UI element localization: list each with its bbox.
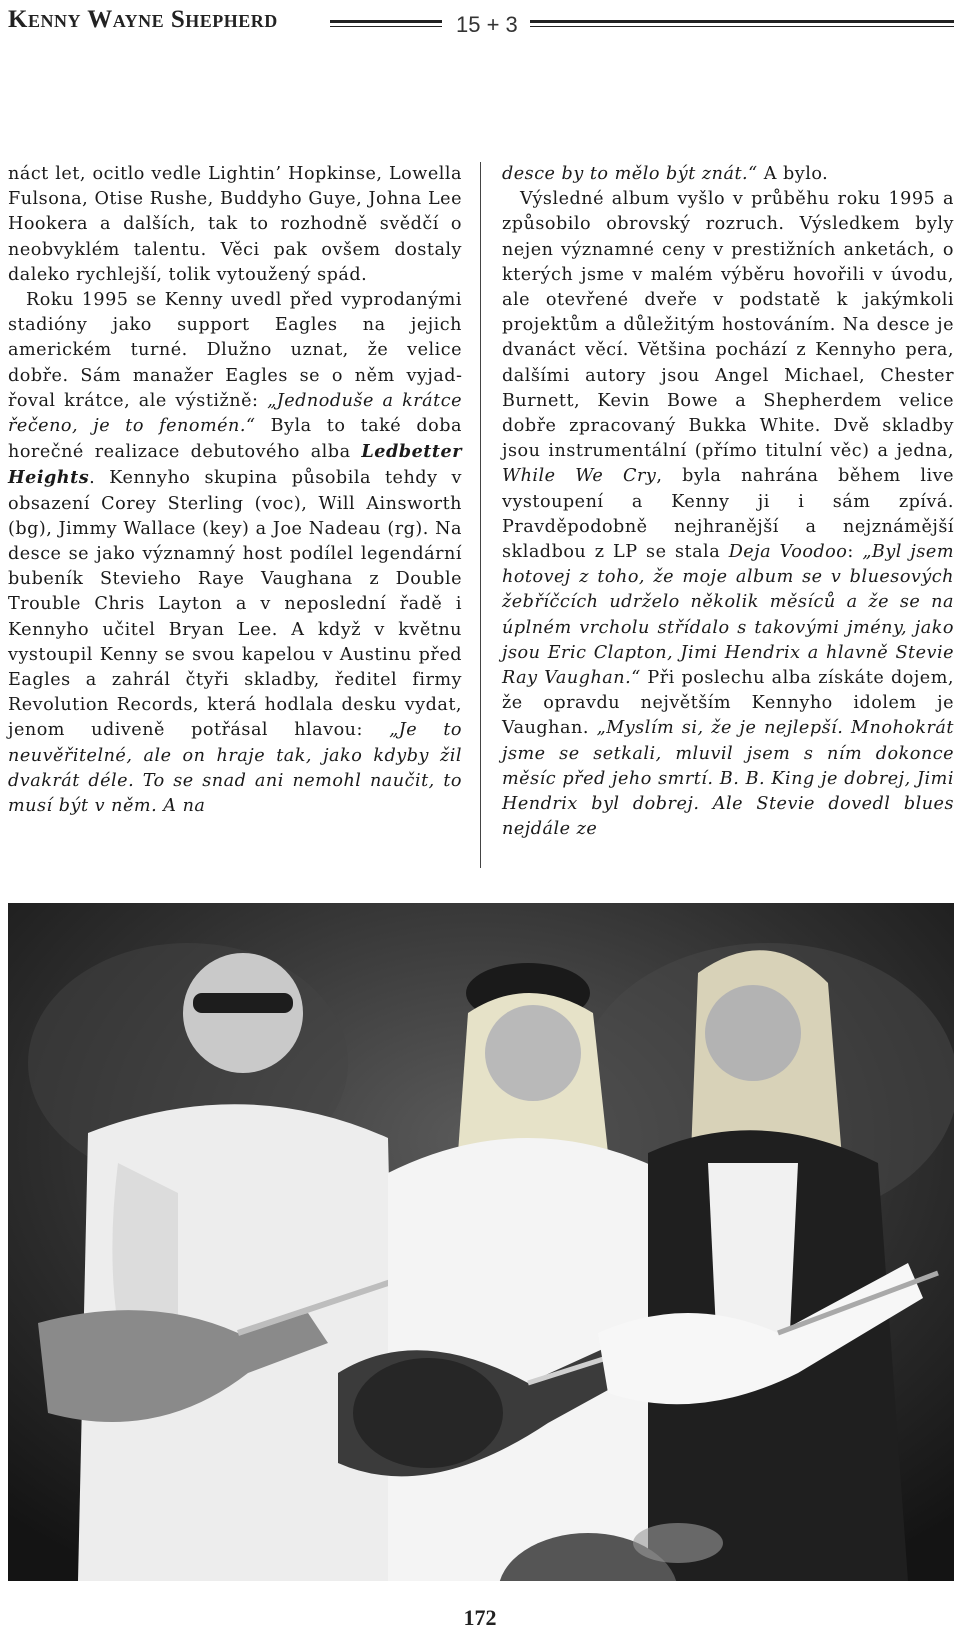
concert-photo <box>8 903 954 1581</box>
text-run: Roku 1995 se Kenny uvedl před vyprodanými stadióny jako support Eagles na jejich americkém turné. Dlužno uznat, že velice dobře. Sám manažer Eagles se o něm vyjadřoval krátce, ale výstižně: <box>8 290 462 411</box>
quote-text: „Je to neuvěřitelné, ale on hraje tak, jako kdyby žil dvakrát déle. To se snad ani nemohl naučit, to musí být v něm. A na <box>8 720 462 817</box>
left-text-column <box>8 162 462 819</box>
text-run: Při poslechu alba získáte dojem, že opravdu největším Kennyho idolem je Vaughan. <box>502 668 954 739</box>
quote-text: „Myslím si, že je nejlepší. Mnohokrát jsme se setkali, mluvil jsem s ním dokonce měsíc před jeho smrtí. B. B. King je dobrej, Jimi Hendrix byl dobrej. Ale Stevie dovedl blues nejdále ze <box>502 718 954 840</box>
column-divider <box>480 162 481 868</box>
paragraph <box>8 288 462 819</box>
text-run: náct let, ocitlo vedle Lightin’ Hopkinse, Lowella Fulsona, Otise Rushe, Buddyho Guye, Johna Lee Hookera a dalších, tak to rozhodně svědčí o neobvyklém talentu. Věci pak ovšem dostaly daleko rychlejší, tolik vytoužený spád. <box>8 164 462 285</box>
running-header <box>8 2 954 42</box>
text-run: A bylo. <box>757 164 829 184</box>
quote-text: While We Cry <box>502 466 657 487</box>
text-run: Byla to také doba horečné realizace debutového alba <box>8 416 462 463</box>
header-rule-left <box>330 20 442 27</box>
quote-text: desce by to mělo být znát.“ <box>502 164 758 184</box>
text-run: Výsledné album vyšlo v průběhu roku 1995 a způsobilo obrovský rozruch. Výsledkem byly nejen významné ceny v prestižních anketách, o kterých jsme v malém výběru hovořili v úvodu, ale otevřené dveře v podstatě k jakýmkoli projektům a důležitým hostováním. Na desce je dvanáct věcí. Většina pochází z Kennyho pera, dalšími autory jsou Angel Michael, Chester Burnett, Kevin Bowe a Shepherdem velice dobře zpracovaný Bukka White. Dvě skladby jsou instrumentální (přímo titulní věc) a jedna, <box>502 189 954 462</box>
header-rule-right <box>530 20 954 27</box>
page-number: 172 <box>463 1605 497 1630</box>
header-title: Kenny Wayne Shepherd <box>8 6 278 33</box>
text-run: : <box>847 542 863 563</box>
concert-photo-illustration <box>8 903 954 1581</box>
paragraph <box>8 162 462 288</box>
paragraph <box>502 162 954 187</box>
text-run: . Kennyho skupina působila tehdy v obsazení Corey Sterling (voc), Will Ainsworth (bg), Jimmy Wallace (key) a Joe Nadeau (rg). Na desce se jako významný host podílel legendární bubeník Stevieho Raye Vaughana z Double Trouble Chris Layton a v neposlední řadě i Kennyho učitel Bryan Lee. A když v květnu vystoupil Kenny se svou kapelou v Austinu před Eagles a zahrál čtyři skladby, ředitel firmy Revolution Records, která hodlala desku vydat, jenom udiveně potřásal hlavou: <box>8 468 462 741</box>
quote-text: „Byl jsem hotovej z toho, že moje album se v bluesových žebříčcích udrželo několik měsíců a že se na úplném vrcholu střídalo s takovými jmény, jako jsou Eric Clapton, Jimi Hendrix a hlavně Stevie Ray Vaughan.“ <box>502 542 954 689</box>
header-page-range: 15 + 3 <box>456 12 518 37</box>
right-text-column <box>502 162 954 842</box>
text-run: , byla nahrána během live vystoupení a Kenny ji i sám zpívá. Pravděpodobně nejhranější a nejznámější skladbou z LP se stala <box>502 466 955 563</box>
paragraph <box>502 187 954 842</box>
quote-text: Deja Voodoo <box>728 542 848 563</box>
album-title: Ledbetter Heights <box>8 441 462 489</box>
quote-text: „Jednoduše a krátce řečeno, je to fenomén.“ <box>8 390 462 437</box>
